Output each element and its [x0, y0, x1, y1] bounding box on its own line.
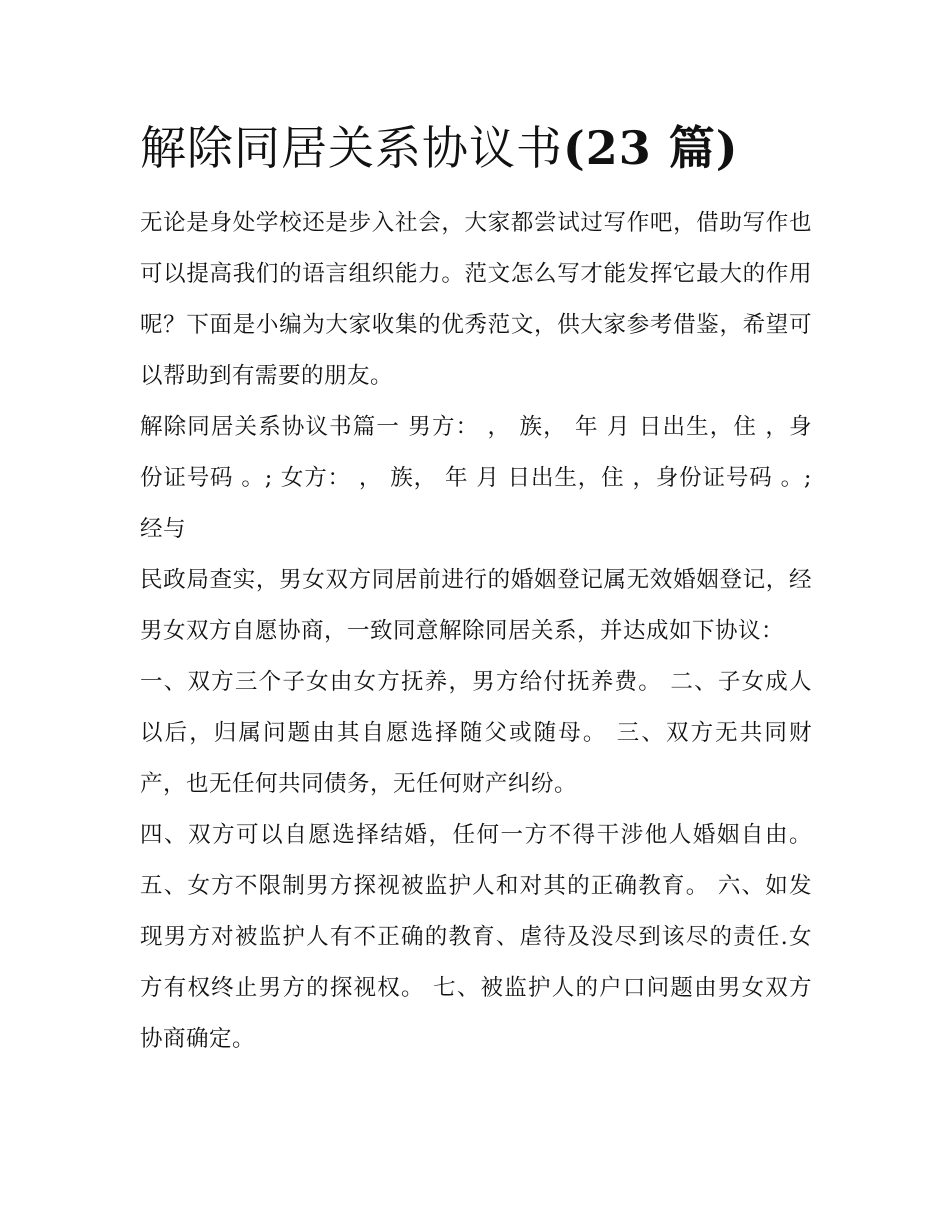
title-suffix: (23 篇) [563, 121, 739, 175]
paragraph-terms-4-7: 四、双方可以自愿选择结婚，任何一方不得干涉他人婚姻自由。 五、女方不限制男方探视被监护人和对其的正确教育。 六、如发现男方对被监护人有不正确的教育、虐待及没尽到该尽的责任.女方有权终止男方的探视权。 七、被监护人的户口问题由男女双方协商确定。 [140, 822, 812, 1052]
document-content [140, 118, 812, 1065]
paragraph-verification: 民政局查实，男女双方同居前进行的婚姻登记属无效婚姻登记，经男女双方自愿协商，一致同意解除同居关系，并达成如下协议： [140, 567, 812, 644]
paragraph-intro: 无论是身处学校还是步入社会，大家都尝试过写作吧，借助写作也可以提高我们的语言组织能力。范文怎么写才能发挥它最大的作用呢？下面是小编为大家收集的优秀范文，供大家参考借鉴，希望可以帮助到有需要的朋友。 [140, 210, 812, 389]
title-main: 解除同居关系协议书 [140, 121, 563, 175]
paragraph-parties: 解除同居关系协议书篇一 男方： ， 族， 年 月 日出生，住 ，身份证号码 。; 女方： ， 族， 年 月 日出生，住 ，身份证号码 。; 经与 [140, 414, 812, 542]
paragraph-terms-1-3: 一、双方三个子女由女方抚养，男方给付抚养费。 二、子女成人以后，归属问题由其自愿选择随父或随母。 三、双方无共同财产，也无任何共同债务，无任何财产纠纷。 [140, 669, 812, 797]
document-title [140, 118, 812, 178]
